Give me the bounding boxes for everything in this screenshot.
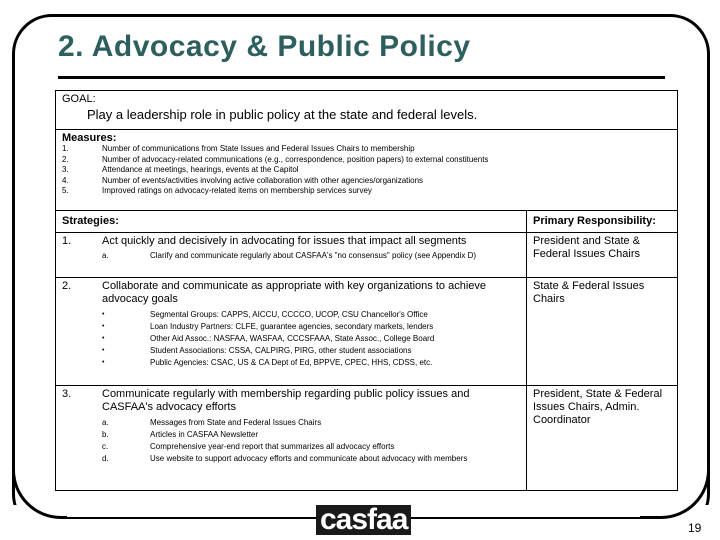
strategies-header-row bbox=[56, 211, 678, 233]
goal-text: Play a leadership role in public policy at the state and federal levels. bbox=[87, 107, 478, 122]
strategy-text: 3. Communicate regularly with membership regarding public policy issues and CASFAA's advocacy efforts bbox=[62, 388, 470, 413]
strategy-subitem: • Other Aid Assoc.: NASFAA, WASFAA, CCCSFAAA, State Assoc., College Board bbox=[102, 334, 435, 343]
responsibility-header: Primary Responsibility: bbox=[527, 211, 678, 233]
measure-item: 3. Attendance at meetings, hearings, events at the Capitol bbox=[62, 165, 299, 174]
goal-label: GOAL: bbox=[62, 93, 96, 105]
strategy-responsibility: President and State & Federal Issues Chairs bbox=[527, 233, 678, 278]
strategy-subitem: • Public Agencies: CSAC, US & CA Dept of Ed, BPPVE, CPEC, HHS, CDSS, etc. bbox=[102, 358, 433, 367]
measure-item: 4. Number of events/activities involving active collaboration with other agencies/organizations bbox=[62, 175, 424, 185]
strategy-subitem: a. Messages from State and Federal Issues Chairs bbox=[102, 418, 322, 427]
measure-item: 5. Improved ratings on advocacy-related items on membership services survey bbox=[62, 186, 372, 195]
strategy-subitem: • Loan Industry Partners: CLFE, guarantee agencies, secondary markets, lenders bbox=[102, 322, 434, 331]
measure-item: 1. Number of communications from State Issues and Federal Issues Chairs to membership bbox=[62, 144, 415, 153]
title-rule bbox=[58, 76, 665, 79]
strategy-subitem: c. Comprehensive year-end report that summarizes all advocacy efforts bbox=[102, 442, 395, 451]
strategy-text: 1. Act quickly and decisively in advocating for issues that impact all segments bbox=[62, 235, 467, 247]
strategy-text: 2. Collaborate and communicate as appropriate with key organizations to achieve advocacy goals bbox=[62, 280, 486, 305]
slide-title: 2. Advocacy & Public Policy bbox=[58, 30, 471, 63]
strategy-responsibility: President, State & Federal Issues Chairs, Admin. Coordinator bbox=[527, 386, 678, 491]
plan-table bbox=[55, 90, 678, 491]
strategy-subitem: d. Use website to support advocacy efforts and communicate about advocacy with members bbox=[102, 454, 468, 463]
casfaa-logo: casfaa bbox=[316, 505, 411, 535]
strategy-row bbox=[56, 233, 678, 278]
strategy-subitem: a. Clarify and communicate regularly about CASFAA's "no consensus" policy (see Appendix D) bbox=[102, 251, 477, 260]
measure-item: 2. Number of advocacy-related communications (e.g., correspondence, position papers) to external constituents bbox=[62, 154, 489, 164]
strategy-row bbox=[56, 386, 678, 491]
measures-label: Measures: bbox=[62, 132, 117, 144]
goal-row bbox=[56, 91, 678, 130]
strategy-row bbox=[56, 278, 678, 386]
strategy-subitem: • Segmental Groups: CAPPS, AICCU, CCCCO, UCOP, CSU Chancellor's Office bbox=[102, 310, 428, 319]
strategy-responsibility: State & Federal Issues Chairs bbox=[527, 278, 678, 386]
strategies-header: Strategies: bbox=[56, 211, 527, 233]
strategy-subitem: • Student Associations: CSSA, CALPIRG, PIRG, other student associations bbox=[102, 346, 412, 355]
measures-row bbox=[56, 130, 678, 211]
strategy-subitem: b. Articles in CASFAA Newsletter bbox=[102, 430, 259, 439]
page-number: 19 bbox=[688, 521, 702, 535]
